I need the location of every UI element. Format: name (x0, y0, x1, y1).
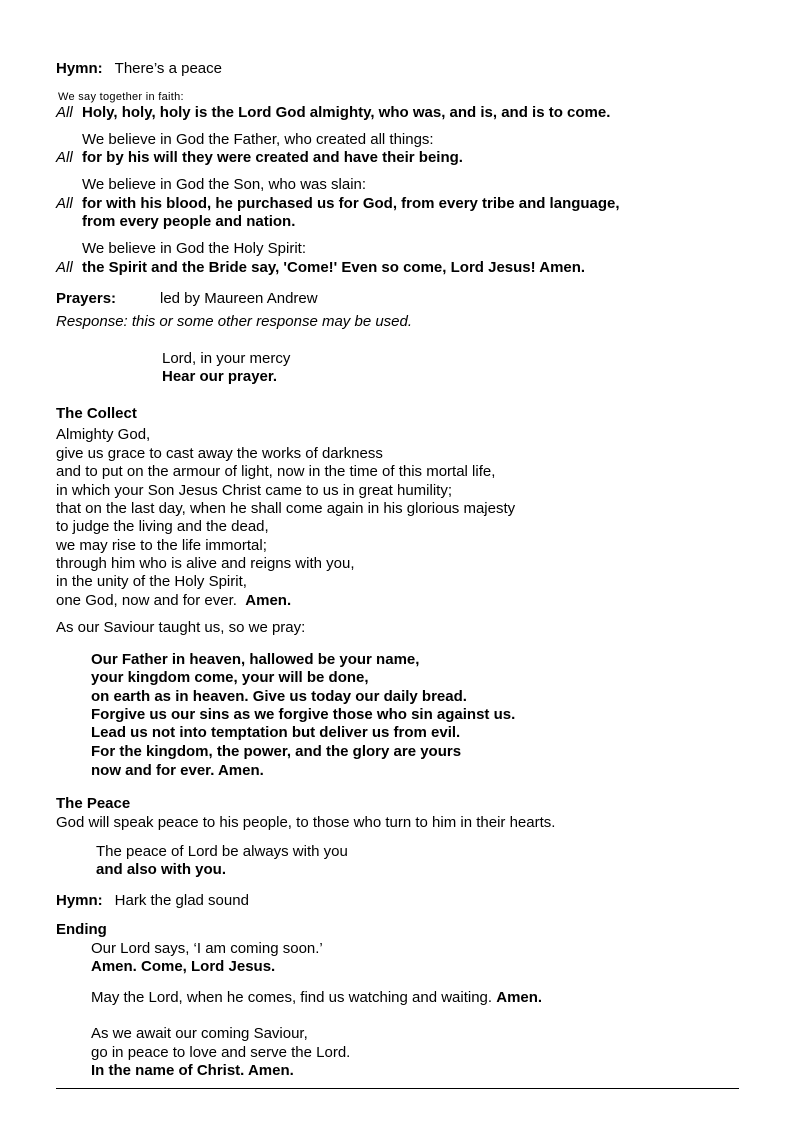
collect-heading: The Collect (56, 405, 137, 422)
collect-line: to judge the living and the dead, (56, 518, 269, 535)
collect-line: and to put on the armour of light, now in the time of this mortal life, (56, 463, 496, 480)
all-label: All (56, 259, 73, 276)
collect-last-text: one God, now and for ever. (56, 592, 237, 609)
collect-line: that on the last day, when he shall come again in his glorious majesty (56, 500, 516, 517)
peace-heading: The Peace (56, 795, 131, 812)
dismissal-line-2: go in peace to love and serve the Lord. (91, 1044, 351, 1061)
lords-prayer-line: Lead us not into temptation but deliver us from evil. (91, 724, 461, 741)
footer-rule (56, 1088, 739, 1089)
creed-response-1: Holy, holy, holy is the Lord God almighty, who was, and is, and is to come. (82, 104, 611, 121)
ending-response: Amen. Come, Lord Jesus. (91, 958, 276, 975)
collect-last-line (56, 592, 291, 610)
all-label: All (56, 149, 73, 166)
collect-line: give us grace to cast away the works of darkness (56, 445, 383, 462)
ending-heading: Ending (56, 921, 107, 938)
all-label: All (56, 104, 73, 121)
hymn-1 (56, 60, 222, 78)
prayers-response-note: Response: this or some other response may be used. (56, 313, 413, 330)
lords-prayer-line: Our Father in heaven, hallowed be your name, (91, 651, 420, 668)
collect-line: in the unity of the Holy Spirit, (56, 573, 247, 590)
lords-prayer-line: your kingdom come, your will be done, (91, 669, 369, 686)
collect-line: through him who is alive and reigns with you, (56, 555, 355, 572)
creed-response-4: the Spirit and the Bride say, 'Come!' Even so come, Lord Jesus! Amen. (82, 259, 586, 276)
hymn-2 (56, 892, 249, 910)
creed-response-3a: for with his blood, he purchased us for God, from every tribe and language, (82, 195, 620, 212)
lords-prayer-intro: As our Saviour taught us, so we pray: (56, 619, 306, 636)
collect-amen: Amen. (245, 592, 292, 609)
ending-blessing (91, 989, 542, 1007)
creed-versicle-4: We believe in God the Holy Spirit: (82, 240, 306, 257)
hymn-label: Hymn: (56, 892, 103, 909)
collect-line: Almighty God, (56, 426, 151, 443)
blessing-amen: Amen. (496, 989, 543, 1006)
prayers-response: Hear our prayer. (162, 368, 278, 385)
peace-versicle: The peace of Lord be always with you (96, 843, 348, 860)
peace-sentence: God will speak peace to his people, to those who turn to him in their hearts. (56, 814, 556, 831)
creed-intro: We say together in faith: (58, 91, 184, 103)
lords-prayer-line: For the kingdom, the power, and the glory are yours (91, 743, 462, 760)
lords-prayer-line: on earth as in heaven. Give us today our daily bread. (91, 688, 467, 705)
creed-versicle-2: We believe in God the Father, who created all things: (82, 131, 434, 148)
blessing-text: May the Lord, when he comes, find us watching and waiting. (91, 989, 493, 1006)
ending-versicle: Our Lord says, ‘I am coming soon.’ (91, 940, 323, 957)
lords-prayer-line: now and for ever. Amen. (91, 762, 264, 779)
collect-line: in which your Son Jesus Christ came to us in great humility; (56, 482, 452, 499)
dismissal-line-1: As we await our coming Saviour, (91, 1025, 308, 1042)
lords-prayer-line: Forgive us our sins as we forgive those who sin against us. (91, 706, 516, 723)
dismissal-response: In the name of Christ. Amen. (91, 1062, 294, 1079)
hymn-title: Hark the glad sound (114, 892, 249, 909)
all-label: All (56, 195, 73, 212)
prayers-label: Prayers: (56, 290, 117, 307)
creed-response-3b: from every people and nation. (82, 213, 296, 230)
prayers-leader: led by Maureen Andrew (160, 290, 318, 307)
creed-versicle-3: We believe in God the Son, who was slain: (82, 176, 367, 193)
collect-line: we may rise to the life immortal; (56, 537, 267, 554)
hymn-title: There’s a peace (114, 60, 222, 77)
creed-response-2: for by his will they were created and have their being. (82, 149, 463, 166)
hymn-label: Hymn: (56, 60, 103, 77)
peace-response: and also with you. (96, 861, 227, 878)
prayers-versicle: Lord, in your mercy (162, 350, 291, 367)
